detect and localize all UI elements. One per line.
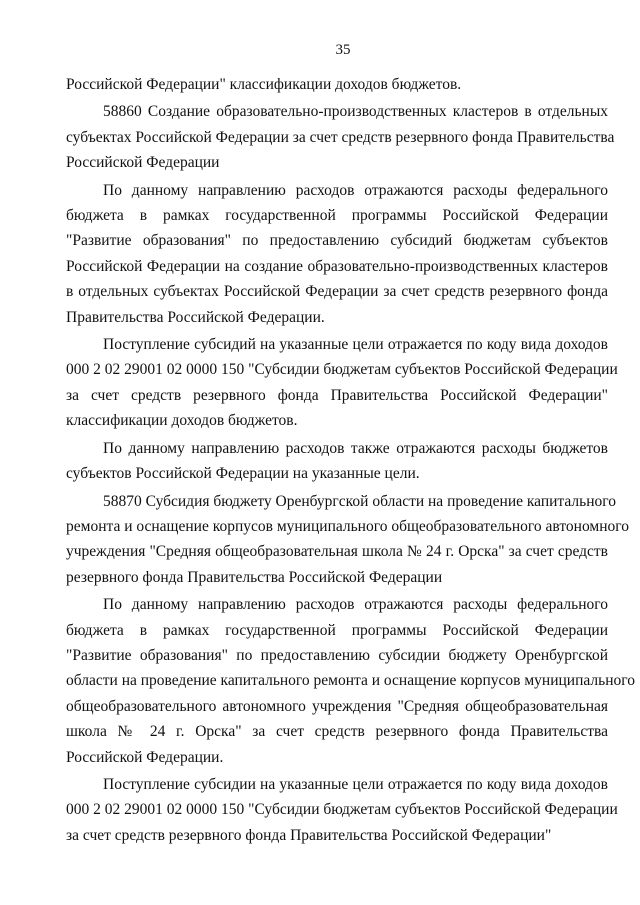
text-line: Российской Федерации bbox=[66, 154, 220, 172]
text-line: ремонта и оснащение корпусов муниципального общеобразовательного автономного bbox=[66, 517, 629, 535]
text-line: субъектов Российской Федерации на указанные цели. bbox=[66, 465, 420, 483]
text-line: "Развитие образования" по предоставлению субсидий бюджетам субъектов bbox=[66, 232, 608, 250]
paragraph bbox=[66, 489, 629, 591]
text-line: общеобразовательного автономного учреждения "Средняя общеобразовательная bbox=[66, 697, 608, 715]
text-line: 000 2 02 29001 02 0000 150 "Субсидии бюджетам субъектов Российской Федерации bbox=[66, 801, 618, 819]
page-number: 35 bbox=[335, 42, 351, 58]
text-line: школа № 24 г. Орска" за счет средств резервного фонда Правительства bbox=[66, 723, 608, 741]
text-line: "Развитие образования" по предоставлению субсидии бюджету Оренбургской bbox=[66, 646, 608, 664]
text-line: учреждения "Средняя общеобразовательная школа № 24 г. Орска" за счет средств bbox=[66, 543, 608, 561]
text-line: Российской Федерации. bbox=[66, 748, 224, 766]
text-line: бюджета в рамках государственной программы Российской Федерации bbox=[66, 621, 608, 639]
text-line: Российской Федерации на создание образовательно-производственных кластеров bbox=[66, 257, 608, 275]
text-line: в отдельных субъектах Российской Федерации за счет средств резервного фонда bbox=[66, 283, 608, 301]
text-line: области на проведение капитального ремонта и оснащение корпусов муниципального bbox=[66, 672, 635, 690]
text-line: 58860 Создание образовательно-производственных кластеров в отдельных bbox=[103, 103, 608, 121]
text-line: бюджета в рамках государственной программы Российской Федерации bbox=[66, 207, 608, 225]
text-line: По данному направлению расходов также отражаются расходы бюджетов bbox=[103, 439, 608, 457]
text-line: классификации доходов бюджетов. bbox=[66, 412, 298, 430]
paragraph bbox=[66, 99, 615, 175]
paragraph bbox=[66, 72, 608, 97]
text-line: за счет средств резервного фонда Правительства Российской Федерации" bbox=[66, 386, 608, 404]
text-line: субъектах Российской Федерации за счет средств резервного фонда Правительства bbox=[66, 128, 615, 146]
text-line: По данному направлению расходов отражаются расходы федерального bbox=[103, 596, 608, 614]
text-line: Поступление субсидий на указанные цели отражается по коду вида доходов bbox=[103, 336, 608, 354]
paragraph bbox=[66, 772, 618, 848]
paragraph bbox=[66, 592, 635, 770]
paragraph bbox=[66, 332, 618, 434]
text-line: Правительства Российской Федерации. bbox=[66, 308, 325, 326]
document-body bbox=[66, 72, 635, 848]
text-line: Российской Федерации" классификации доходов бюджетов. bbox=[66, 76, 462, 93]
text-line: 000 2 02 29001 02 0000 150 "Субсидии бюджетам субъектов Российской Федерации bbox=[66, 361, 618, 379]
text-line: Поступление субсидии на указанные цели отражается по коду вида доходов bbox=[103, 775, 608, 793]
text-line: 58870 Субсидия бюджету Оренбургской области на проведение капитального bbox=[103, 492, 616, 510]
paragraph bbox=[66, 436, 608, 487]
paragraph bbox=[66, 178, 608, 330]
text-line: По данному направлению расходов отражаются расходы федерального bbox=[103, 181, 608, 199]
text-line: за счет средств резервного фонда Правительства Российской Федерации" bbox=[66, 826, 552, 844]
text-line: резервного фонда Правительства Российской Федерации bbox=[66, 568, 443, 586]
